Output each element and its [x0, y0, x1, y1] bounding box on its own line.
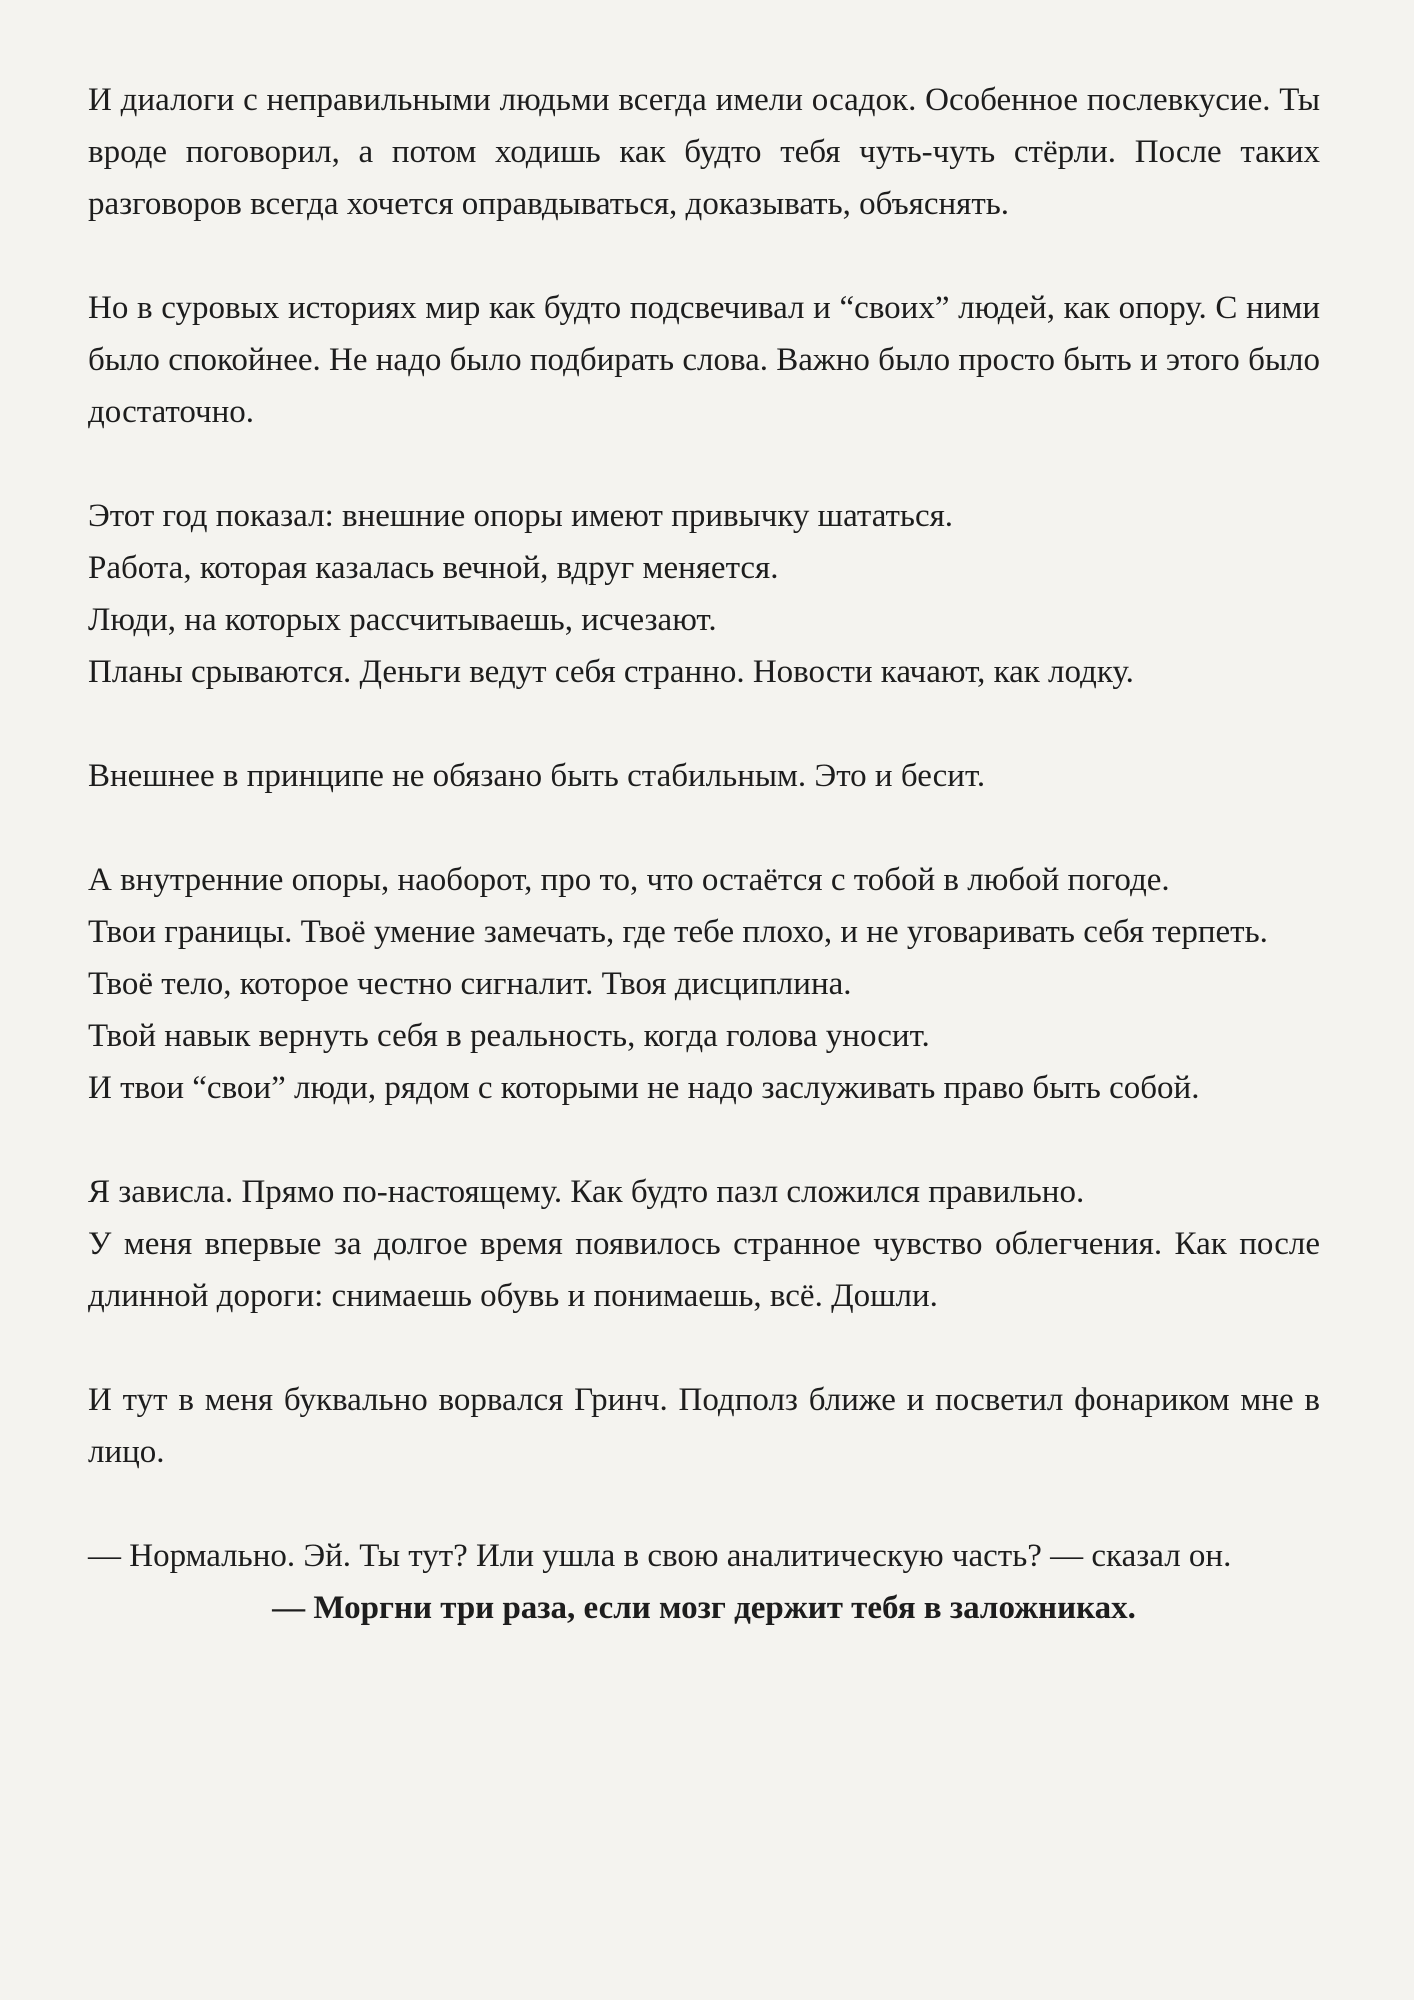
text-line: Я зависла. Прямо по-настоящему. Как будто пазл сложился правильно. — [88, 1174, 1085, 1210]
document-page — [88, 74, 1320, 1634]
paragraph-internal-supports — [88, 854, 1320, 1114]
text-line: Твой навык вернуть себя в реальность, когда голова уносит. — [88, 1018, 930, 1054]
paragraph-external-unstable: Внешнее в принципе не обязано быть стабильным. Это и бесит. — [88, 758, 986, 794]
text-line: А внутренние опоры, наоборот, про то, что остаётся с тобой в любой погоде. — [88, 862, 1170, 898]
text-line: Планы срываются. Деньги ведут себя странно. Новости качают, как лодку. — [88, 654, 1134, 690]
text-line: Работа, которая казалась вечной, вдруг меняется. — [88, 550, 779, 586]
closing-line-bold: — Моргни три раза, если мозг держит тебя в заложниках. — [272, 1590, 1136, 1626]
paragraph-own-people: Но в суровых историях мир как будто подсвечивал и “своих” людей, как опору. С ними было спокойнее. Не надо было подбирать слова. Важно было просто быть и этого было достаточно. — [88, 290, 1320, 430]
text-line: Твои границы. Твоё умение замечать, где тебе плохо, и не уговаривать себя терпеть. — [88, 914, 1268, 950]
text-line: И твои “свои” люди, рядом с которыми не надо заслуживать право быть собой. — [88, 1070, 1200, 1106]
text-line: Люди, на которых рассчитываешь, исчезают. — [88, 602, 717, 638]
text-line: Твоё тело, которое честно сигналит. Твоя дисциплина. — [88, 966, 852, 1002]
dialog-line: — Нормально. Эй. Ты тут? Или ушла в свою аналитическую часть? — сказал он. — [88, 1538, 1232, 1574]
paragraph-relief — [88, 1166, 1320, 1322]
text-line: Этот год показал: внешние опоры имеют привычку шататься. — [88, 498, 954, 534]
paragraph-dialogues-aftertaste: И диалоги с неправильными людьми всегда имели осадок. Особенное послевкусие. Ты вроде поговорил, а потом ходишь как будто тебя чуть-чуть стёрли. После таких разговоров всегда хочется оправдываться, доказывать, объяснять. — [88, 82, 1320, 222]
text-line: У меня впервые за долгое время появилось странное чувство облегчения. Как после длинной дороги: снимаешь обувь и понимаешь, всё. Дошли. — [88, 1226, 1320, 1314]
paragraph-external-supports — [88, 490, 1320, 698]
paragraph-grinch: И тут в меня буквально ворвался Гринч. Подполз ближе и посветил фонариком мне в лицо. — [88, 1382, 1320, 1470]
